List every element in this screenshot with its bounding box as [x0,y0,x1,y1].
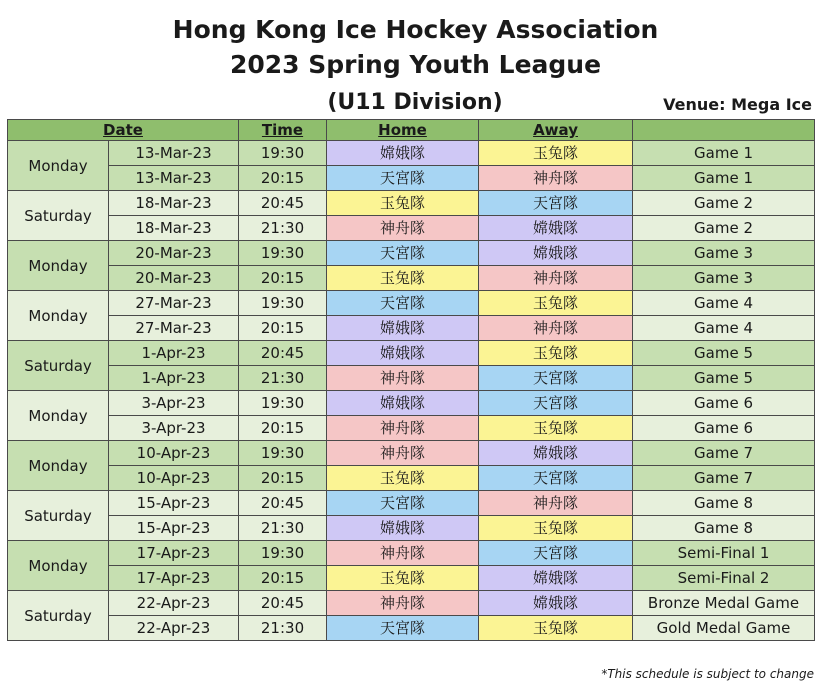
date-cell: 10-Apr-23 [109,466,239,491]
home-team-cell: 嫦娥隊 [327,516,479,541]
table-row [8,216,815,241]
home-team-cell: 玉兔隊 [327,191,479,216]
date-cell: 22-Apr-23 [109,616,239,641]
home-team-cell: 天宮隊 [327,241,479,266]
away-team-cell: 天宮隊 [479,541,633,566]
table-row [8,541,815,566]
game-cell: Game 3 [633,241,815,266]
home-team-cell: 玉兔隊 [327,566,479,591]
home-team-cell: 神舟隊 [327,441,479,466]
date-cell: 3-Apr-23 [109,416,239,441]
away-team-cell: 玉兔隊 [479,616,633,641]
game-cell: Bronze Medal Game [633,591,815,616]
time-cell: 20:15 [239,166,327,191]
game-cell: Game 7 [633,441,815,466]
schedule-body [8,141,815,641]
table-row [8,141,815,166]
game-cell: Gold Medal Game [633,616,815,641]
home-team-cell: 嫦娥隊 [327,341,479,366]
date-cell: 17-Apr-23 [109,566,239,591]
date-cell: 1-Apr-23 [109,366,239,391]
game-cell: Game 8 [633,491,815,516]
day-cell: Saturday [8,491,109,541]
day-cell: Monday [8,441,109,491]
home-team-cell: 神舟隊 [327,591,479,616]
day-cell: Monday [8,241,109,291]
away-team-cell: 嫦娥隊 [479,566,633,591]
away-team-cell: 玉兔隊 [479,416,633,441]
time-cell: 21:30 [239,216,327,241]
time-cell: 20:15 [239,466,327,491]
away-team-cell: 天宮隊 [479,391,633,416]
time-cell: 21:30 [239,516,327,541]
away-team-cell: 嫦娥隊 [479,216,633,241]
home-team-cell: 天宮隊 [327,166,479,191]
time-cell: 20:45 [239,591,327,616]
game-cell: Game 4 [633,291,815,316]
table-row [8,491,815,516]
table-row [8,341,815,366]
game-cell: Game 8 [633,516,815,541]
time-cell: 19:30 [239,141,327,166]
time-cell: 19:30 [239,441,327,466]
away-team-cell: 嫦娥隊 [479,591,633,616]
away-team-cell: 神舟隊 [479,491,633,516]
game-cell: Game 2 [633,191,815,216]
table-row [8,416,815,441]
table-row [8,166,815,191]
away-team-cell: 天宮隊 [479,466,633,491]
date-cell: 13-Mar-23 [109,166,239,191]
date-cell: 15-Apr-23 [109,516,239,541]
day-cell: Monday [8,541,109,591]
table-row [8,391,815,416]
game-cell: Semi-Final 2 [633,566,815,591]
time-cell: 19:30 [239,391,327,416]
game-cell: Game 5 [633,341,815,366]
table-row [8,591,815,616]
game-cell: Game 1 [633,166,815,191]
day-cell: Saturday [8,341,109,391]
time-header: Time [239,120,327,141]
home-team-cell: 天宮隊 [327,491,479,516]
league-title: 2023 Spring Youth League [229,50,602,79]
day-cell: Saturday [8,591,109,641]
table-row [8,616,815,641]
time-cell: 19:30 [239,291,327,316]
date-cell: 1-Apr-23 [109,341,239,366]
date-cell: 20-Mar-23 [109,241,239,266]
header-row [8,120,815,141]
away-team-cell: 玉兔隊 [479,341,633,366]
footnote: *This schedule is subject to change [601,667,814,681]
time-cell: 21:30 [239,366,327,391]
home-team-cell: 玉兔隊 [327,266,479,291]
away-team-cell: 嫦娥隊 [479,241,633,266]
association-title: Hong Kong Ice Hockey Association [172,15,659,44]
away-team-cell: 玉兔隊 [479,291,633,316]
away-team-cell: 玉兔隊 [479,516,633,541]
date-cell: 15-Apr-23 [109,491,239,516]
game-cell: Semi-Final 1 [633,541,815,566]
table-row [8,516,815,541]
away-team-cell: 神舟隊 [479,316,633,341]
table-row [8,566,815,591]
time-cell: 20:15 [239,316,327,341]
game-cell: Game 1 [633,141,815,166]
game-cell: Game 6 [633,416,815,441]
away-team-cell: 天宮隊 [479,191,633,216]
away-team-cell: 玉兔隊 [479,141,633,166]
home-team-cell: 玉兔隊 [327,466,479,491]
date-cell: 10-Apr-23 [109,441,239,466]
day-cell: Monday [8,391,109,441]
away-team-cell: 神舟隊 [479,166,633,191]
day-cell: Monday [8,141,109,191]
date-cell: 17-Apr-23 [109,541,239,566]
venue-label: Venue: Mega Ice [663,95,812,114]
home-team-cell: 神舟隊 [327,416,479,441]
date-cell: 27-Mar-23 [109,291,239,316]
time-cell: 20:45 [239,491,327,516]
home-team-cell: 神舟隊 [327,216,479,241]
time-cell: 20:15 [239,566,327,591]
date-cell: 13-Mar-23 [109,141,239,166]
table-row [8,466,815,491]
home-team-cell: 嫦娥隊 [327,141,479,166]
home-team-cell: 神舟隊 [327,541,479,566]
home-team-cell: 天宮隊 [327,616,479,641]
table-row [8,241,815,266]
home-header: Home [327,120,479,141]
table-row [8,191,815,216]
game-cell: Game 4 [633,316,815,341]
time-cell: 20:15 [239,266,327,291]
day-cell: Saturday [8,191,109,241]
date-cell: 22-Apr-23 [109,591,239,616]
home-team-cell: 天宮隊 [327,291,479,316]
time-cell: 21:30 [239,616,327,641]
game-cell: Game 6 [633,391,815,416]
away-team-cell: 嫦娥隊 [479,441,633,466]
division-title: (U11 Division) [327,90,503,115]
game-cell: Game 3 [633,266,815,291]
date-cell: 20-Mar-23 [109,266,239,291]
table-row [8,366,815,391]
home-team-cell: 神舟隊 [327,366,479,391]
game-cell: Game 5 [633,366,815,391]
away-team-cell: 天宮隊 [479,366,633,391]
game-cell: Game 7 [633,466,815,491]
time-cell: 20:15 [239,416,327,441]
time-cell: 20:45 [239,341,327,366]
date-cell: 18-Mar-23 [109,216,239,241]
schedule-table [7,119,815,641]
time-cell: 19:30 [239,541,327,566]
date-cell: 18-Mar-23 [109,191,239,216]
day-cell: Monday [8,291,109,341]
game-header [633,120,815,141]
table-row [8,441,815,466]
away-header: Away [479,120,633,141]
date-header: Date [8,120,239,141]
time-cell: 20:45 [239,191,327,216]
table-row [8,266,815,291]
date-cell: 27-Mar-23 [109,316,239,341]
game-cell: Game 2 [633,216,815,241]
time-cell: 19:30 [239,241,327,266]
home-team-cell: 嫦娥隊 [327,316,479,341]
table-row [8,316,815,341]
home-team-cell: 嫦娥隊 [327,391,479,416]
date-cell: 3-Apr-23 [109,391,239,416]
away-team-cell: 神舟隊 [479,266,633,291]
table-row [8,291,815,316]
